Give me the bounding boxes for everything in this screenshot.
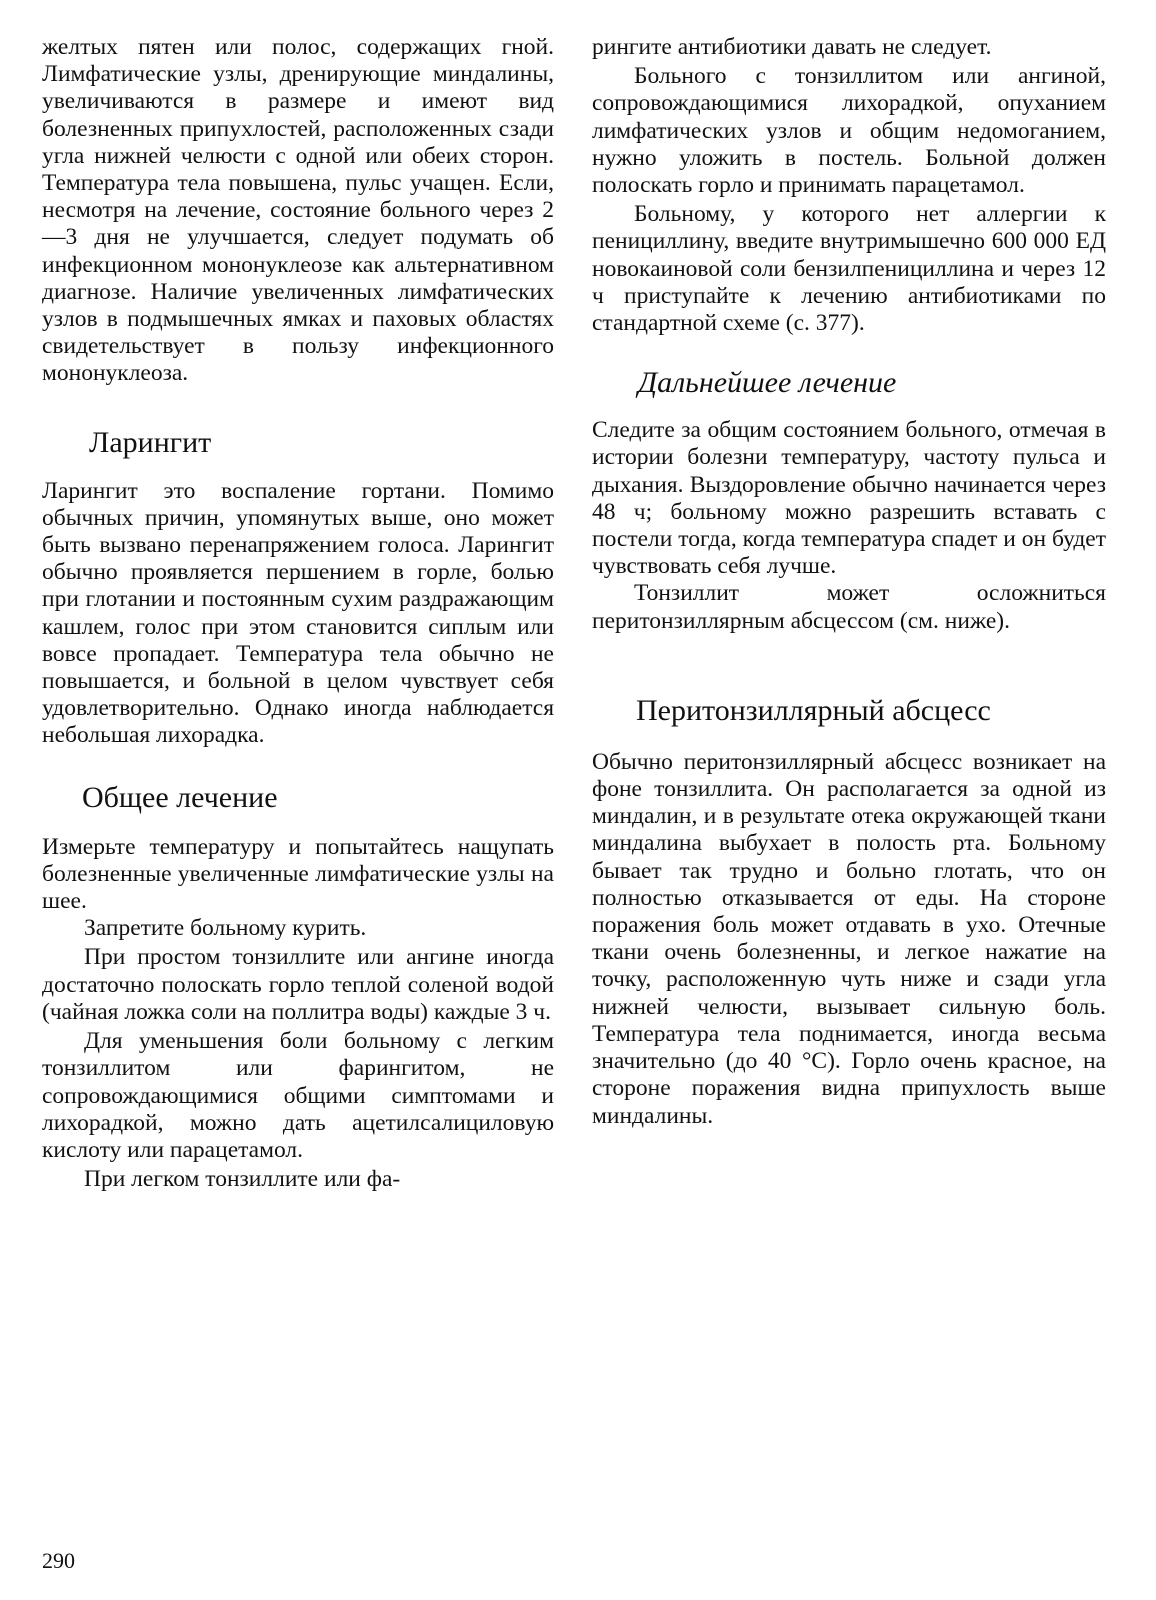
heading-further-treatment: Дальнейшее лечение <box>638 366 897 400</box>
paragraph-mild-tonsillitis: При легком тонзиллите или фа- <box>84 1166 401 1193</box>
paragraph-pharyngitis-continued: рингите антибиотики давать не следует. <box>592 34 992 60</box>
paragraph-bed-rest: Больного с тонзиллитом или ангиной, сопровождающимися лихорадкой, опуханием лимфатических узлов и общим недомоганием, нужно уложить в постель. Больной должен полоскать горло и принимать парацетамол. <box>592 63 1106 199</box>
right-column <box>592 34 1106 1130</box>
heading-peritonsillar-abscess: Перитонзиллярный абсцесс <box>636 693 991 727</box>
paragraph-abscess: Обычно перитонзиллярный абсцесс возникает на фоне тонзиллита. Он располагается за одной из миндалин, и в результате отека окружающей ткани миндалина выбухает в полость рта. Больному бывает так трудно и больно глотать, что он полностью отказывается от еды. На стороне поражения боль может отдавать в ухо. Отечные ткани очень болезненны, и легкое нажатие на точку, расположенную чуть ниже и сзади угла нижней челюсти, вызывает сильную боль. Температура тела поднимается, иногда весьма значительно (до 40 °С). Горло очень красное, на стороне поражения видна припухлость выше миндалины. <box>592 748 1106 1129</box>
paragraph-complication: Тонзиллит может осложниться перитонзиллярным абсцессом (см. ниже). <box>592 580 1106 634</box>
paragraph-tonsillitis-continued: желтых пятен или полос, содержащих гной. Лимфатические узлы, дренирующие миндалины, увеличиваются в размере и имеют вид болезненных припухлостей, расположенных сзади угла нижней челюсти с одной или обеих сторон. Температура тела повышена, пульс учащен. Если, несмотря на лечение, состояние больного через 2—3 дня не улучшается, следует подумать об инфекционном мононуклеозе как альтернативном диагнозе. Наличие увеличенных лимфатических узлов в подмышечных ямках и паховых областях свидетельствует в пользу инфекционного мононуклеоза. <box>42 34 554 387</box>
heading-general-treatment: Общее лечение <box>82 780 278 814</box>
heading-laryngitis: Ларингит <box>89 425 212 459</box>
paragraph-no-smoking: Запретите больному курить. <box>84 915 367 942</box>
left-column <box>42 34 554 1193</box>
paragraph-pain-relief: Для уменьшения боли больному с легким тонзиллитом или фарингитом, не сопровождающимися общими симптомами и лихорадкой, можно дать ацетилсалициловую кислоту или парацетамол. <box>42 1028 554 1163</box>
paragraph-penicillin: Больному, у которого нет аллергии к пенициллину, введите внутримышечно 600 000 ЕД новокаиновой соли бензилпенициллина и через 12 ч приступайте к лечению антибиотиками по стандартной схеме (с. 377). <box>592 201 1106 337</box>
page-number: 290 <box>42 1548 75 1573</box>
paragraph-gargle: При простом тонзиллите или ангине иногда достаточно полоскать горло теплой соленой водой (чайная ложка соли на поллитра воды) каждые 3 ч. <box>42 944 554 1025</box>
paragraph-monitor-condition: Следите за общим состоянием больного, отмечая в истории болезни температуру, частоту пульса и дыхания. Выздоровление обычно начинается через 48 ч; больному можно разрешить вставать с постели тогда, когда температура спадет и он будет чувствовать себя лучше. <box>592 417 1106 580</box>
paragraph-laryngitis: Ларингит это воспаление гортани. Помимо обычных причин, упомянутых выше, оно может быть вызвано перенапряжением голоса. Ларингит обычно проявляется першением в горле, болью при глотании и постоянным сухим раздражающим кашлем, голос при этом становится сиплым или вовсе пропадает. Температура тела обычно не повышается, и больной в целом чувствует себя удовлетворительно. Однако иногда наблюдается небольшая лихорадка. <box>42 477 554 749</box>
paragraph-measure-temperature: Измерьте температуру и попытайтесь нащупать болезненные увеличенные лимфатические узлы на шее. <box>42 833 554 915</box>
